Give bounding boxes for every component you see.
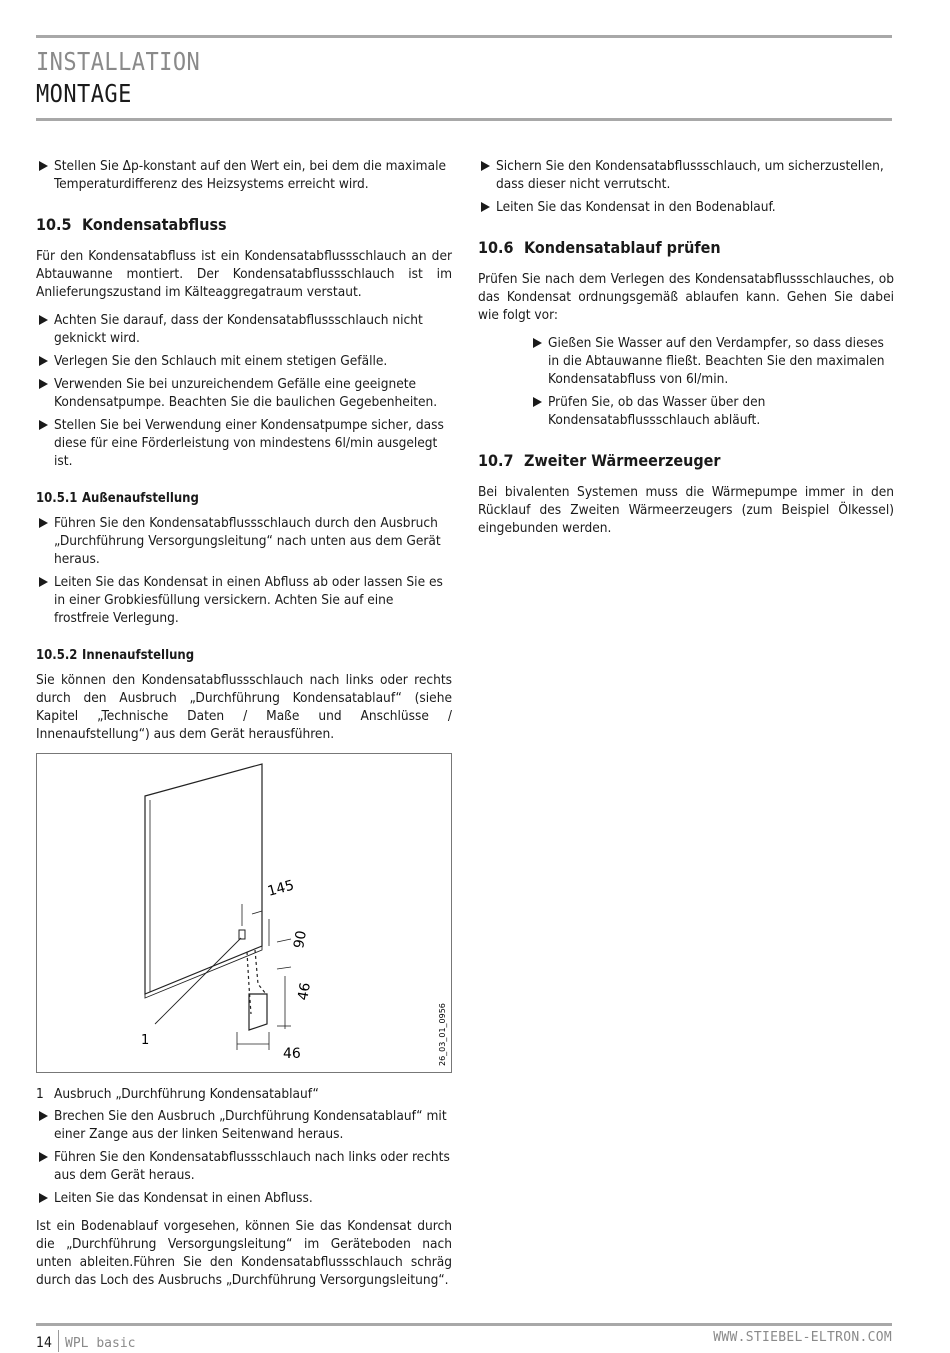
header-bottom-rule — [36, 118, 892, 121]
list-item: Stellen Sie bei Verwendung einer Kondensatpumpe sicher, dass diese für eine Förderleistung von mindestens 6l/min ausgelegt ist. — [36, 416, 452, 470]
bullet-list — [36, 311, 452, 470]
list-item: Achten Sie darauf, dass der Kondensatabflussschlauch nicht geknickt wird. — [36, 311, 452, 347]
bullet-list — [36, 514, 452, 627]
dimension-label-46-vertical: 46 — [295, 981, 315, 1002]
outlet-box — [249, 994, 267, 1030]
section-heading-10-5-2 — [36, 647, 452, 665]
product-name: WPL basic — [65, 1336, 136, 1351]
list-item: Leiten Sie das Kondensat in den Bodenablauf. — [478, 198, 894, 216]
list-item: Verwenden Sie bei unzureichendem Gefälle eine geeignete Kondensatpumpe. Beachten Sie die baulichen Gegebenheiten. — [36, 375, 452, 411]
paragraph: Für den Kondensatabfluss ist ein Kondensatabflussschlauch an der Abtauwanne montiert. Der Kondensatabflussschlauch ist im Anlieferungszustand im Kälteaggregatraum verstaut. — [36, 248, 452, 300]
section-number: 10.6 — [478, 238, 514, 257]
dimension-label-46-horizontal: 46 — [283, 1046, 301, 1062]
list-item: Prüfen Sie, ob das Wasser über den Kondensatabflussschlauch abläuft. — [530, 393, 894, 429]
header-top-rule — [36, 35, 892, 38]
list-item: Führen Sie den Kondensatabflussschlauch durch den Ausbruch „Durchführung Versorgungsleitung“ nach unten aus dem Gerät heraus. — [36, 514, 452, 568]
section-title: Außenaufstellung — [82, 491, 199, 506]
section-title: Zweiter Wärmeerzeuger — [524, 451, 721, 470]
paragraph: Bei bivalenten Systemen muss die Wärmepumpe immer in den Rücklauf des Zweiten Wärmeerzeugers (zum Beispiel Ölkessel) eingebunden werden. — [478, 484, 894, 536]
dimension-line — [277, 939, 291, 942]
dimension-line — [252, 911, 262, 914]
dimension-label-145: 145 — [265, 877, 296, 900]
list-item: Verlegen Sie den Schlauch mit einem stetigen Gefälle. — [36, 352, 452, 370]
paragraph: Prüfen Sie nach dem Verlegen des Kondensatabflussschlauches, ob das Kondensat ordnungsgemäß ablaufen kann. Gehen Sie dabei wie folgt vor: — [478, 271, 894, 323]
header-section-en: INSTALLATION — [36, 47, 201, 76]
bullet-list — [478, 334, 894, 429]
section-number: 10.7 — [478, 451, 514, 470]
cutout-marker — [239, 930, 245, 939]
list-item: Führen Sie den Kondensatabflussschlauch nach links oder rechts aus dem Gerät heraus. — [36, 1148, 452, 1184]
section-number: 10.5.1 — [36, 491, 78, 506]
page-number: 14 — [36, 1335, 53, 1351]
paragraph: Sie können den Kondensatabflussschlauch nach links oder rechts durch den Ausbruch „Durchführung Kondensatablauf“ (siehe Kapitel „Technische Daten / Maße und Anschlüsse / Innenaufstellung“) aus dem Gerät herausführen. — [36, 672, 452, 742]
section-title: Innenaufstellung — [82, 648, 195, 663]
section-title: Kondensatablauf prüfen — [524, 238, 721, 257]
dimension-line — [277, 967, 291, 969]
footer-separator — [58, 1330, 59, 1352]
intro-bullet-list — [36, 157, 452, 193]
section-number: 10.5 — [36, 215, 72, 234]
footer-rule — [36, 1323, 892, 1326]
list-item: Gießen Sie Wasser auf den Verdampfer, so dass dieses in die Abtauwanne fließt. Beachten Sie den maximalen Kondensatabfluss von 6l/min. — [530, 334, 894, 388]
caption-number: 1 — [36, 1086, 44, 1102]
section-heading-10-7 — [478, 451, 894, 471]
figure-id: 26_03_01_0956 — [438, 1003, 447, 1066]
callout-leader-line — [155, 938, 241, 1024]
section-title: Kondensatabfluss — [82, 215, 227, 234]
hose-dashed-line — [255, 950, 266, 994]
section-number: 10.5.2 — [36, 648, 78, 663]
list-item: Brechen Sie den Ausbruch „Durchführung Kondensatablauf“ mit einer Zange aus der linken Seitenwand heraus. — [36, 1107, 452, 1143]
callout-number: 1 — [141, 1033, 150, 1048]
left-column — [36, 157, 452, 1299]
list-item: Leiten Sie das Kondensat in einen Abfluss ab oder lassen Sie es in einer Grobkiesfüllung versickern. Achten Sie auf eine frostfreie Verlegung. — [36, 573, 452, 627]
header-section-de: MONTAGE — [36, 79, 132, 108]
list-item: Leiten Sie das Kondensat in einen Abfluss. — [36, 1189, 452, 1207]
technical-drawing — [36, 753, 452, 1073]
bullet-list — [36, 1107, 452, 1207]
dimension-label-90: 90 — [291, 929, 311, 950]
caption-text: Ausbruch „Durchführung Kondensatablauf“ — [54, 1086, 319, 1102]
section-heading-10-6 — [478, 238, 894, 258]
right-column — [478, 157, 894, 547]
section-heading-10-5-1 — [36, 490, 452, 508]
list-item: Sichern Sie den Kondensatabflussschlauch, um sicherzustellen, dass dieser nicht verrutscht. — [478, 157, 894, 193]
footer-url: WWW.STIEBEL-ELTRON.COM — [713, 1330, 892, 1345]
figure-caption — [36, 1085, 452, 1103]
paragraph: Ist ein Bodenablauf vorgesehen, können Sie das Kondensat durch die „Durchführung Versorgungsleitung“ im Geräteboden nach unten ableiten.Führen Sie den Kondensatabflussschlauch schräg durch das Loch des Ausbruchs „Durchführung Versorgungsleitung“. — [36, 1218, 452, 1288]
list-item: Stellen Sie Δp-konstant auf den Wert ein, bei dem die maximale Temperaturdifferenz des Heizsystems erreicht wird. — [36, 157, 452, 193]
section-heading-10-5 — [36, 215, 452, 235]
intro-bullet-list — [478, 157, 894, 216]
side-panel-outline — [145, 764, 262, 994]
footer-page-info — [36, 1330, 135, 1352]
condensate-outlet-drawing — [37, 754, 451, 1072]
